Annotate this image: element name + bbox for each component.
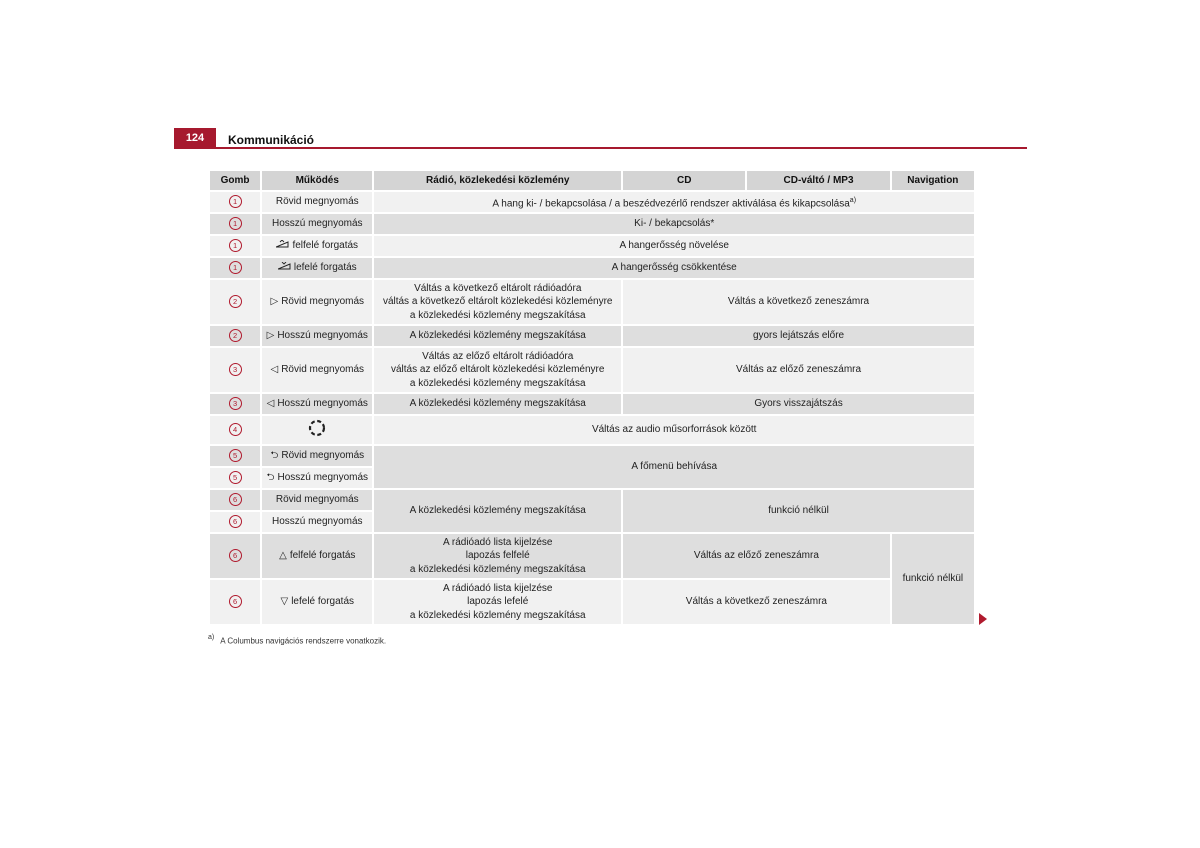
button-number-badge: 1 [229,217,242,230]
footnote-ref: a) [849,196,857,204]
button-number-badge: 6 [229,595,242,608]
table-row [210,414,974,444]
col-header-radio: Rádió, közlekedési közlemény [374,171,621,190]
footnote-mark: a) [208,634,215,641]
button-number-badge: 3 [229,363,242,376]
left-arrow-icon: ◁ [266,398,275,410]
button-number-badge: 5 [229,471,242,484]
radio-cell: A közlekedési közlemény megszakítása [374,392,621,414]
button-number-badge: 6 [229,493,242,506]
action-cell: ◁ Rövid megnyomás [262,346,372,392]
table-row [210,190,974,212]
footnote [208,635,386,646]
source-cycle-icon [308,429,326,440]
col-header-mukodes: Működés [262,171,372,190]
table-row [210,212,974,234]
volume-down-icon [278,261,291,275]
table-row [210,256,974,278]
rest-cell: Váltás az előző zeneszámra [623,346,974,392]
radio-cell: Váltás a következő eltárolt rádióadóra váltás a következő eltárolt közlekedési közleményre a közlekedési közlemény megszakítása [374,278,621,324]
return-icon: ⮌ [270,450,279,462]
triangle-down-icon: ▽ [280,596,289,608]
navigation-cell: funkció nélkül [892,532,974,624]
volume-up-icon [276,239,289,253]
footnote-text: A Columbus navigációs rendszerre vonatkozik. [220,636,387,646]
button-number-badge: 3 [229,397,242,410]
action-cell: Rövid megnyomás [262,488,372,510]
button-number-badge: 6 [229,515,242,528]
button-number-badge: 4 [229,423,242,436]
action-cell: Hosszú megnyomás [262,212,372,234]
right-arrow-icon: ▷ [270,296,279,308]
table-row [210,532,974,578]
button-number-badge: 2 [229,329,242,342]
col-header-cd-changer: CD-váltó / MP3 [747,171,889,190]
col-header-navigation: Navigation [892,171,974,190]
table-row [210,346,974,392]
col-header-gomb: Gomb [210,171,260,190]
radio-cell: Váltás az előző eltárolt rádióadóra váltás az előző eltárolt közlekedési közleményre a közlekedési közlemény megszakítása [374,346,621,392]
cd-cell: Váltás a következő zeneszámra [623,578,890,624]
merged-cell: A hangerősség növelése [374,234,974,256]
return-icon: ⮌ [266,472,275,484]
left-arrow-icon: ◁ [270,364,279,376]
action-cell: ▷ Rövid megnyomás [262,278,372,324]
action-cell: ⮌ Rövid megnyomás [262,444,372,466]
button-number-badge: 6 [229,549,242,562]
merged-cell: Váltás az audio műsorforrások között [374,414,974,444]
radio-cell: A közlekedési közlemény megszakítása [374,488,621,532]
radio-cell: A közlekedési közlemény megszakítása [374,324,621,346]
button-number-badge: 1 [229,239,242,252]
rest-cell: Gyors visszajátszás [623,392,974,414]
action-cell: lefelé forgatás [262,256,372,278]
triangle-up-icon: △ [279,550,287,562]
action-cell [262,414,372,444]
radio-cell: A rádióadó lista kijelzése lapozás lefelé a közlekedési közlemény megszakítása [374,578,621,624]
button-number-badge: 1 [229,261,242,274]
merged-cell: Ki- / bekapcsolás* [374,212,974,234]
action-cell: felfelé forgatás [262,234,372,256]
table-row [210,234,974,256]
action-cell: ⮌ Hosszú megnyomás [262,466,372,488]
table-row [210,578,974,624]
action-cell: Rövid megnyomás [262,190,372,212]
section-title: Kommunikáció [228,133,315,147]
button-number-badge: 1 [229,195,242,208]
merged-cell: A hang ki- / bekapcsolása / a beszédvezérlő rendszer aktiválása és kikapcsolása$^{a)}$ [374,190,974,212]
rest-cell: gyors lejátszás előre [623,324,974,346]
cd-cell: Váltás az előző zeneszámra [623,532,890,578]
radio-cell: A rádióadó lista kijelzése lapozás felfelé a közlekedési közlemény megszakítása [374,532,621,578]
rest-cell: Váltás a következő zeneszámra [623,278,974,324]
merged-cell: A főmenü behívása [374,444,974,488]
table-row [210,392,974,414]
right-arrow-icon: ▷ [266,330,275,342]
continue-arrow-icon [979,613,987,625]
controls-table [208,171,976,624]
header-rule [174,147,1027,149]
table-row [210,278,974,324]
merged-cell: A hangerősség csökkentése [374,256,974,278]
action-cell: ◁ Hosszú megnyomás [262,392,372,414]
rest-cell: funkció nélkül [623,488,974,532]
button-number-badge: 5 [229,449,242,462]
action-cell: △ felfelé forgatás [262,532,372,578]
table-row [210,488,974,510]
button-number-badge: 2 [229,295,242,308]
table-row [210,324,974,346]
col-header-cd: CD [623,171,745,190]
table-row [210,444,974,466]
action-cell: ▷ Hosszú megnyomás [262,324,372,346]
page-number: 124 [174,128,216,148]
table-header-row [210,171,974,190]
action-cell: ▽ lefelé forgatás [262,578,372,624]
action-cell: Hosszú megnyomás [262,510,372,532]
